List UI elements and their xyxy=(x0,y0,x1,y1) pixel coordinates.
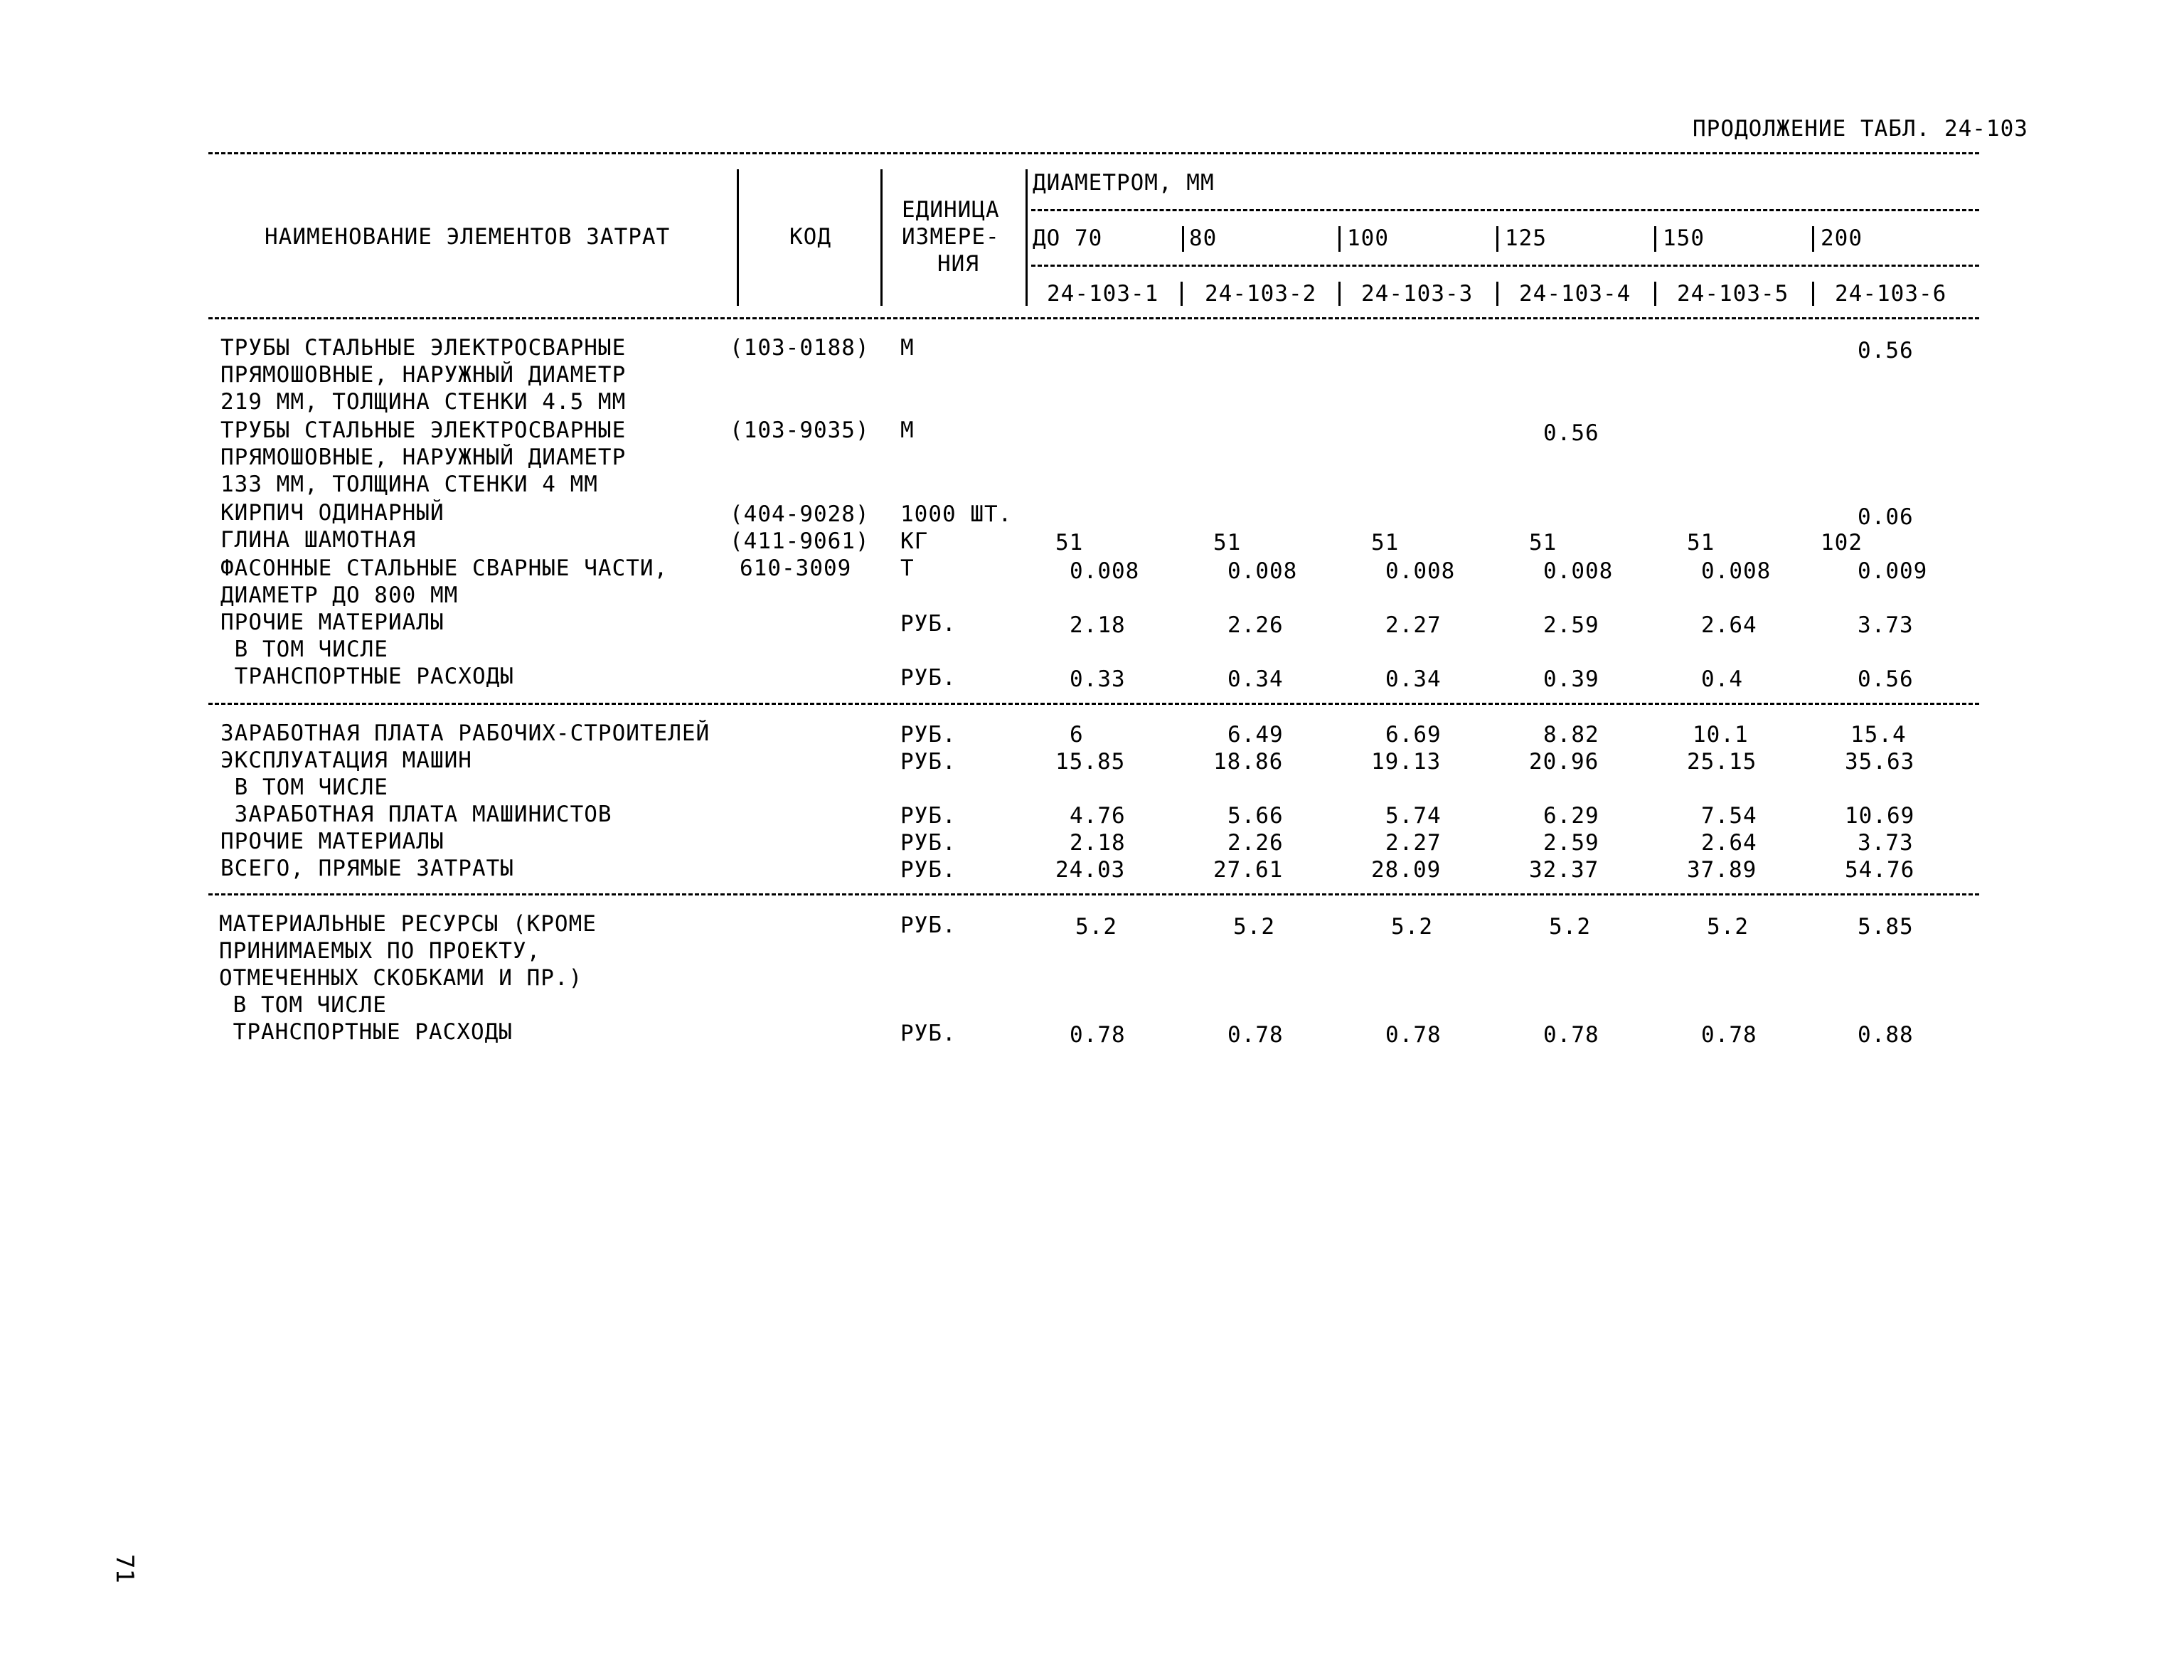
rule-section2-bottom xyxy=(208,893,1979,895)
s2-r2-v2: 18.86 xyxy=(1213,749,1284,775)
s1-r2-name-2: ПРЯМОШОВНЫЕ, НАРУЖНЫЙ ДИАМЕТР xyxy=(220,445,627,470)
s2-r2-v1: 15.85 xyxy=(1055,749,1126,775)
code-divider-1 xyxy=(1181,282,1183,306)
s1-r5-name-2: ДИАМЕТР ДО 800 ММ xyxy=(220,583,459,608)
s1-r4-v2: 51 xyxy=(1213,530,1242,555)
diam-divider-2 xyxy=(1338,226,1341,252)
s2-r2-name-1: ЭКСПЛУАТАЦИЯ МАШИН xyxy=(220,748,472,773)
s2-r3-name: ЗАРАБОТНАЯ ПЛАТА МАШИНИСТОВ xyxy=(220,802,612,827)
s1-r7-v5: 0.4 xyxy=(1701,666,1743,692)
s1-r1-name-2: ПРЯМОШОВНЫЕ, НАРУЖНЫЙ ДИАМЕТР xyxy=(220,362,627,388)
s1-r5-v6: 0.009 xyxy=(1858,558,1928,584)
s2-r1-v2: 6.49 xyxy=(1227,722,1284,748)
s1-r3-unit: 1000 ШТ. xyxy=(900,501,1013,527)
s1-r2-v4: 0.56 xyxy=(1543,420,1599,446)
header-diam-5: 150 xyxy=(1663,225,1705,251)
s1-r1-name-1: ТРУБЫ СТАЛЬНЫЕ ЭЛЕКТРОСВАРНЫЕ xyxy=(220,335,627,361)
header-unit-2: ИЗМЕРЕ- xyxy=(902,224,1000,250)
s2-r4-v4: 2.59 xyxy=(1543,830,1599,856)
s2-r4-unit: РУБ. xyxy=(900,830,957,856)
s1-r6-name-2: В ТОМ ЧИСЛЕ xyxy=(220,637,388,662)
s1-r6-v6: 3.73 xyxy=(1858,612,1914,638)
s1-r4-v1: 51 xyxy=(1055,530,1084,555)
s1-r6-v3: 2.27 xyxy=(1385,612,1442,638)
rule-header-bottom xyxy=(208,317,1979,319)
s1-r7-v6: 0.56 xyxy=(1858,666,1914,692)
header-diam-4: 125 xyxy=(1505,225,1547,251)
s2-r2-v5: 25.15 xyxy=(1687,749,1757,775)
s2-r1-v6: 15.4 xyxy=(1850,722,1907,748)
continuation-title: ПРОДОЛЖЕНИЕ ТАБЛ. 24-103 xyxy=(1693,116,2028,142)
s1-r2-name-3: 133 ММ, ТОЛЩИНА СТЕНКИ 4 ММ xyxy=(220,472,598,497)
s3-r1-v4: 5.2 xyxy=(1549,914,1591,940)
code-divider-4 xyxy=(1654,282,1656,306)
s1-r4-unit: КГ xyxy=(900,528,929,554)
s1-r3-v6: 0.06 xyxy=(1858,504,1914,530)
s3-r2-v4: 0.78 xyxy=(1543,1022,1599,1048)
s1-r1-v6: 0.56 xyxy=(1858,338,1914,363)
s2-r5-v3: 28.09 xyxy=(1371,857,1442,883)
s3-r2-v6: 0.88 xyxy=(1858,1022,1914,1048)
s1-r7-v1: 0.33 xyxy=(1070,666,1126,692)
s2-r3-v5: 7.54 xyxy=(1701,803,1757,829)
s1-r6-name-1: ПРОЧИЕ МАТЕРИАЛЫ xyxy=(220,610,444,635)
s1-r5-name-1: ФАСОННЫЕ СТАЛЬНЫЕ СВАРНЫЕ ЧАСТИ, xyxy=(220,555,668,581)
s3-r1-unit: РУБ. xyxy=(900,913,957,938)
s1-r5-v3: 0.008 xyxy=(1385,558,1456,584)
header-group-title: ДИАМЕТРОМ, ММ xyxy=(1033,170,1215,196)
s1-r7-v2: 0.34 xyxy=(1227,666,1284,692)
s2-r5-v6: 54.76 xyxy=(1845,857,1915,883)
s1-r2-name-1: ТРУБЫ СТАЛЬНЫЕ ЭЛЕКТРОСВАРНЫЕ xyxy=(220,418,627,443)
s1-r3-code: (404-9028) xyxy=(730,501,870,527)
s3-r1-v1: 5.2 xyxy=(1075,914,1117,940)
s3-r2-unit: РУБ. xyxy=(900,1021,957,1046)
s2-r3-v6: 10.69 xyxy=(1845,803,1915,829)
s3-r1-v5: 5.2 xyxy=(1707,914,1749,940)
s1-r4-v3: 51 xyxy=(1371,530,1400,555)
s1-r5-v4: 0.008 xyxy=(1543,558,1614,584)
s1-r6-unit: РУБ. xyxy=(900,611,957,637)
header-divider-3 xyxy=(1026,169,1028,306)
s2-r4-v3: 2.27 xyxy=(1385,830,1442,856)
s2-r4-v5: 2.64 xyxy=(1701,830,1757,856)
diam-divider-1 xyxy=(1182,226,1184,252)
header-name: НАИМЕНОВАНИЕ ЭЛЕМЕНТОВ ЗАТРАТ xyxy=(265,224,671,250)
s2-r4-v2: 2.26 xyxy=(1227,830,1284,856)
header-code: КОД xyxy=(789,224,831,250)
s2-r4-v1: 2.18 xyxy=(1070,830,1126,856)
header-diam-6: 200 xyxy=(1821,225,1863,251)
s3-r1-v3: 5.2 xyxy=(1391,914,1433,940)
s3-r2-v2: 0.78 xyxy=(1227,1022,1284,1048)
s1-r5-unit: Т xyxy=(900,555,915,581)
s2-r3-v1: 4.76 xyxy=(1070,803,1126,829)
s1-r7-v3: 0.34 xyxy=(1385,666,1442,692)
s2-r5-name: ВСЕГО, ПРЯМЫЕ ЗАТРАТЫ xyxy=(220,856,514,881)
header-code-1: 24-103-1 xyxy=(1047,281,1159,307)
header-divider-2 xyxy=(880,169,883,306)
s1-r6-v1: 2.18 xyxy=(1070,612,1126,638)
rule-header-diam2 xyxy=(1031,265,1979,267)
header-code-2: 24-103-2 xyxy=(1205,281,1317,307)
s3-r1-name-2: ПРИНИМАЕМЫХ ПО ПРОЕКТУ, xyxy=(219,938,541,964)
header-code-5: 24-103-5 xyxy=(1677,281,1789,307)
s2-r3-v4: 6.29 xyxy=(1543,803,1599,829)
s3-r1-name-4: В ТОМ ЧИСЛЕ xyxy=(219,992,387,1018)
diam-divider-5 xyxy=(1812,226,1814,252)
s3-r2-v1: 0.78 xyxy=(1070,1022,1126,1048)
page-number: 71 xyxy=(110,1554,139,1583)
diam-divider-3 xyxy=(1496,226,1498,252)
s2-r1-v3: 6.69 xyxy=(1385,722,1442,748)
header-divider-1 xyxy=(737,169,739,306)
s1-r5-v1: 0.008 xyxy=(1070,558,1140,584)
s1-r5-code: 610-3009 xyxy=(740,555,852,581)
s3-r1-v2: 5.2 xyxy=(1233,914,1275,940)
s2-r1-v4: 8.82 xyxy=(1543,722,1599,748)
s1-r2-unit: М xyxy=(900,418,915,443)
s1-r7-name: ТРАНСПОРТНЫЕ РАСХОДЫ xyxy=(220,664,514,689)
s1-r5-v5: 0.008 xyxy=(1701,558,1772,584)
s2-r3-v3: 5.74 xyxy=(1385,803,1442,829)
s1-r5-v2: 0.008 xyxy=(1227,558,1298,584)
s2-r1-v1: 6 xyxy=(1070,722,1084,748)
s3-r1-v6: 5.85 xyxy=(1858,914,1914,940)
s3-r2-v3: 0.78 xyxy=(1385,1022,1442,1048)
header-diam-1: ДО 70 xyxy=(1033,225,1103,251)
s3-r2-name: ТРАНСПОРТНЫЕ РАСХОДЫ xyxy=(219,1019,513,1045)
s2-r2-v4: 20.96 xyxy=(1529,749,1599,775)
s2-r4-name: ПРОЧИЕ МАТЕРИАЛЫ xyxy=(220,829,444,854)
rule-top xyxy=(208,152,1979,154)
header-diam-2: 80 xyxy=(1189,225,1218,251)
s2-r5-v4: 32.37 xyxy=(1529,857,1599,883)
s1-r4-code: (411-9061) xyxy=(730,528,870,554)
header-code-3: 24-103-3 xyxy=(1361,281,1474,307)
header-code-6: 24-103-6 xyxy=(1835,281,1947,307)
s2-r5-unit: РУБ. xyxy=(900,857,957,883)
s1-r6-v2: 2.26 xyxy=(1227,612,1284,638)
rule-section1-bottom xyxy=(208,703,1979,705)
diam-divider-4 xyxy=(1654,226,1656,252)
s1-r3-name: КИРПИЧ ОДИНАРНЫЙ xyxy=(220,500,444,526)
rule-header-diam xyxy=(1031,209,1979,211)
header-code-4: 24-103-4 xyxy=(1519,281,1631,307)
code-divider-5 xyxy=(1812,282,1814,306)
s2-r2-name-2: В ТОМ ЧИСЛЕ xyxy=(220,775,388,800)
s1-r6-v5: 2.64 xyxy=(1701,612,1757,638)
s2-r5-v1: 24.03 xyxy=(1055,857,1126,883)
s1-r4-v6: 102 xyxy=(1821,530,1863,555)
s1-r1-code: (103-0188) xyxy=(730,335,870,361)
s2-r1-v5: 10.1 xyxy=(1693,722,1749,748)
s3-r2-v5: 0.78 xyxy=(1701,1022,1757,1048)
header-diam-3: 100 xyxy=(1347,225,1389,251)
s2-r5-v2: 27.61 xyxy=(1213,857,1284,883)
s2-r2-v6: 35.63 xyxy=(1845,749,1915,775)
s1-r1-unit: М xyxy=(900,335,915,361)
s1-r1-name-3: 219 ММ, ТОЛЩИНА СТЕНКИ 4.5 ММ xyxy=(220,389,627,415)
s2-r2-unit: РУБ. xyxy=(900,749,957,775)
s2-r4-v6: 3.73 xyxy=(1858,830,1914,856)
s1-r4-name: ГЛИНА ШАМОТНАЯ xyxy=(220,527,417,553)
s1-r4-v4: 51 xyxy=(1529,530,1557,555)
s2-r5-v5: 37.89 xyxy=(1687,857,1757,883)
s1-r7-v4: 0.39 xyxy=(1543,666,1599,692)
s1-r2-code: (103-9035) xyxy=(730,418,870,443)
header-unit-3: НИЯ xyxy=(937,251,979,277)
s1-r4-v5: 51 xyxy=(1687,530,1715,555)
s2-r3-unit: РУБ. xyxy=(900,803,957,829)
code-divider-3 xyxy=(1496,282,1498,306)
s2-r3-v2: 5.66 xyxy=(1227,803,1284,829)
s2-r1-name: ЗАРАБОТНАЯ ПЛАТА РАБОЧИХ-СТРОИТЕЛЕЙ xyxy=(220,721,710,746)
code-divider-2 xyxy=(1338,282,1341,306)
header-unit-1: ЕДИНИЦА xyxy=(902,197,1000,223)
s1-r7-unit: РУБ. xyxy=(900,665,957,691)
s3-r1-name-3: ОТМЕЧЕННЫХ СКОБКАМИ И ПР.) xyxy=(219,965,583,991)
s2-r2-v3: 19.13 xyxy=(1371,749,1442,775)
s2-r1-unit: РУБ. xyxy=(900,722,957,748)
s3-r1-name-1: МАТЕРИАЛЬНЫЕ РЕСУРСЫ (КРОМЕ xyxy=(219,911,597,937)
s1-r6-v4: 2.59 xyxy=(1543,612,1599,638)
